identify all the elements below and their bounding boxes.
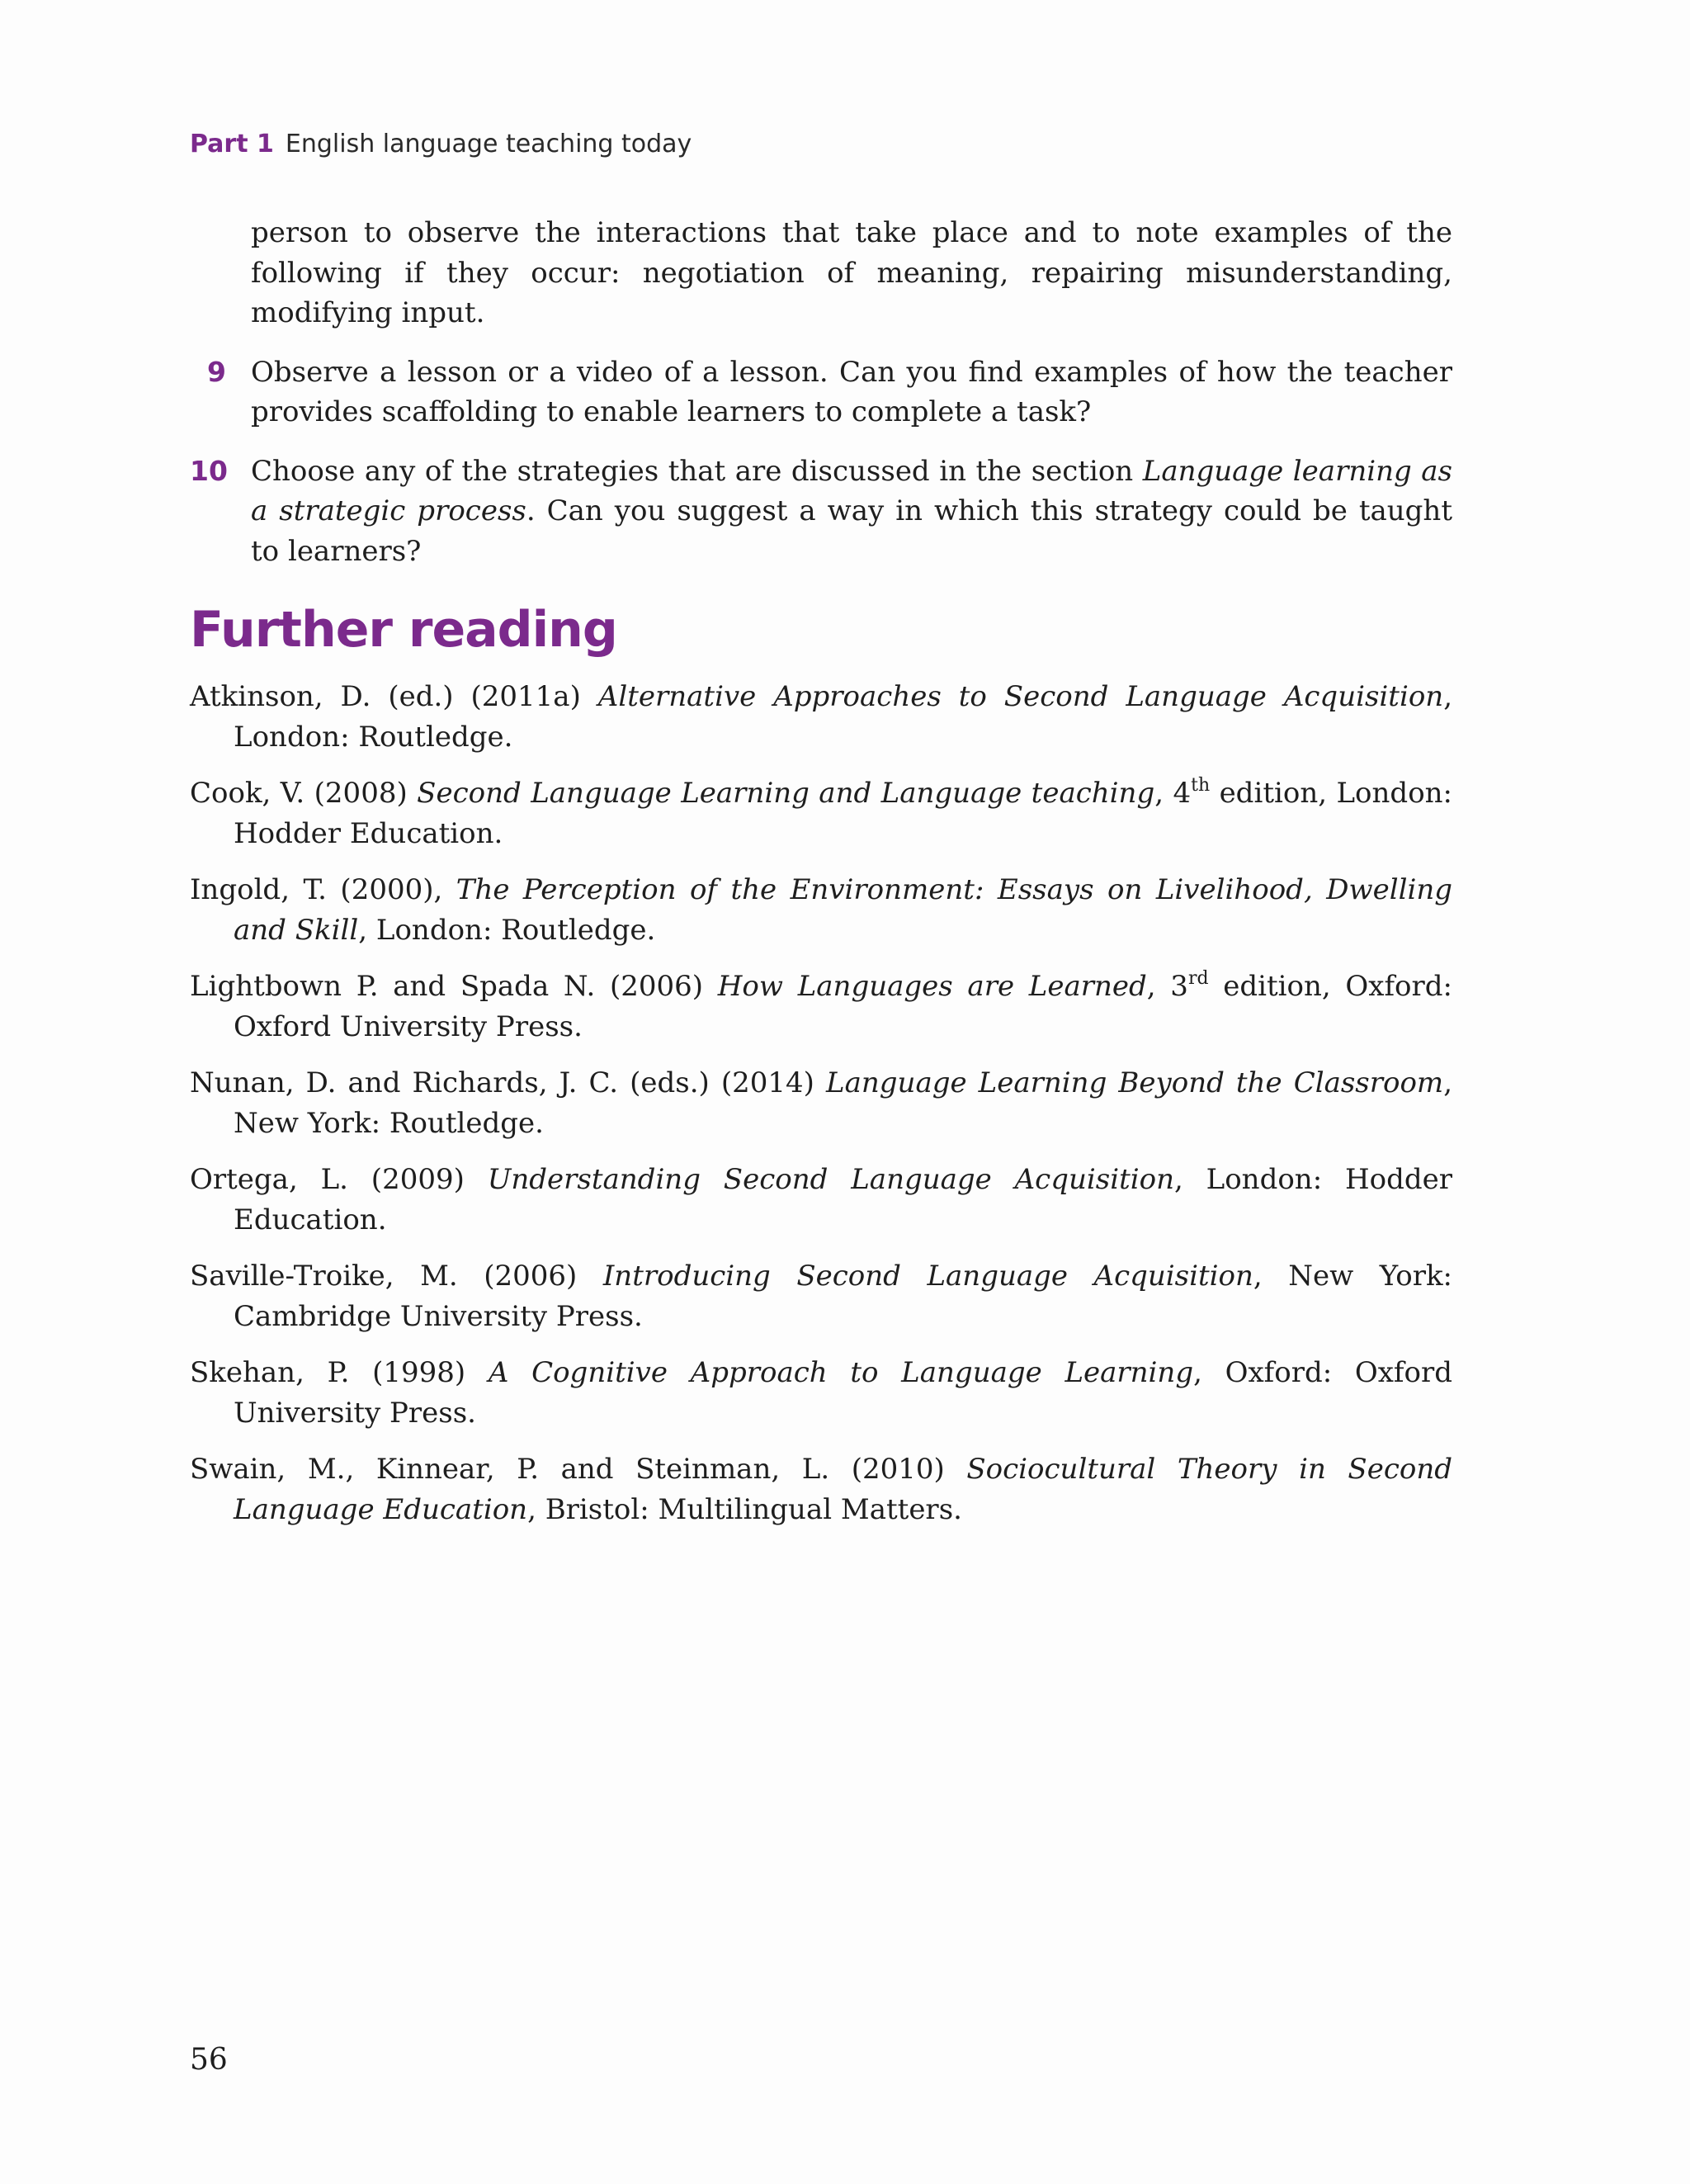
task-section-reference: Language learning as a strategic process <box>251 454 1452 527</box>
reference-item <box>190 870 1452 950</box>
reference-author: Atkinson, D. (ed.) (2011a) <box>190 680 598 713</box>
reference-list <box>190 677 1452 1546</box>
reference-title: How Languages are Learned <box>717 970 1147 1003</box>
reference-item <box>190 677 1452 757</box>
reference-publisher: , Oxford: Oxford University Press. <box>234 1356 1452 1430</box>
reference-author: Ortega, L. (2009) <box>190 1163 488 1196</box>
page-number: 56 <box>190 2043 228 2077</box>
reference-title: Sociocultural Theory in Second Language Education <box>234 1453 1453 1526</box>
reference-publisher: , London: Hodder Education. <box>234 1163 1453 1236</box>
reference-edition: , 4 <box>1154 777 1192 810</box>
reference-title: Understanding Second Language Acquisition <box>487 1163 1174 1196</box>
reference-edition-suffix: th <box>1191 775 1211 796</box>
reference-author: Nunan, D. and Richards, J. C. (eds.) (2014) <box>190 1066 827 1099</box>
task-number: 10 <box>190 454 228 487</box>
reference-title: Introducing Second Language Acquisition <box>602 1260 1253 1293</box>
further-reading-heading: Further reading <box>190 601 617 659</box>
task-text: person to observe the interactions that take place and to note examples of the following if they occur: negotiation of meaning, repairing misunderstanding, modifying input. <box>251 216 1452 329</box>
running-head <box>190 124 692 165</box>
reference-title: A Cognitive Approach to Language Learning <box>488 1356 1194 1389</box>
task-text: Observe a lesson or a video of a lesson. Can you find examples of how the teacher provides scaffolding to enable learners to complete a task? <box>251 355 1452 428</box>
task-text: . Can you suggest a way in which this strategy could be taught to learners? <box>251 494 1452 568</box>
reference-publisher: , Bristol: Multilingual Matters. <box>527 1492 962 1526</box>
reference-edition: , 3 <box>1146 970 1188 1003</box>
reference-author: Cook, V. (2008) <box>190 777 418 810</box>
task-item <box>190 451 1452 572</box>
task-number: 9 <box>207 355 226 388</box>
reference-title: Second Language Learning and Language teaching <box>417 777 1155 810</box>
reference-author: Lightbown P. and Spada N. (2006) <box>190 970 718 1003</box>
reference-publisher: , New York: Routledge. <box>234 1066 1452 1140</box>
reference-publisher: , London: Routledge. <box>358 913 656 947</box>
reference-edition-suffix: rd <box>1187 968 1209 989</box>
part-label: Part 1 <box>190 130 274 158</box>
reference-title: Alternative Approaches to Second Language Acquisition <box>597 680 1444 713</box>
reference-author: Skehan, P. (1998) <box>190 1356 489 1389</box>
reference-title: Language Learning Beyond the Classroom <box>826 1066 1444 1099</box>
reference-author: Ingold, T. (2000), <box>190 873 456 906</box>
reference-author: Saville-Troike, M. (2006) <box>190 1260 603 1293</box>
reference-title: The Perception of the Environment: Essays on Livelihood, Dwelling and Skill <box>234 873 1452 947</box>
reference-item <box>190 1353 1452 1433</box>
reference-publisher: , New York: Cambridge University Press. <box>234 1260 1453 1333</box>
section-title: English language teaching today <box>285 130 692 158</box>
reference-item <box>190 967 1452 1047</box>
task-list <box>190 213 1452 590</box>
reference-item <box>190 1063 1452 1143</box>
task-item <box>190 352 1452 433</box>
reference-publisher: edition, Oxford: Oxford University Press. <box>234 970 1453 1043</box>
task-text: Choose any of the strategies that are discussed in the section <box>251 454 1143 488</box>
reference-publisher: edition, London: Hodder Education. <box>234 777 1453 850</box>
reference-item <box>190 1160 1452 1240</box>
reference-item <box>190 1449 1452 1529</box>
reference-author: Swain, M., Kinnear, P. and Steinman, L. (2010) <box>190 1453 967 1486</box>
reference-publisher: , London: Routledge. <box>234 680 1453 754</box>
reference-item <box>190 1256 1452 1336</box>
task-item <box>190 213 1452 333</box>
reference-item <box>190 773 1452 853</box>
